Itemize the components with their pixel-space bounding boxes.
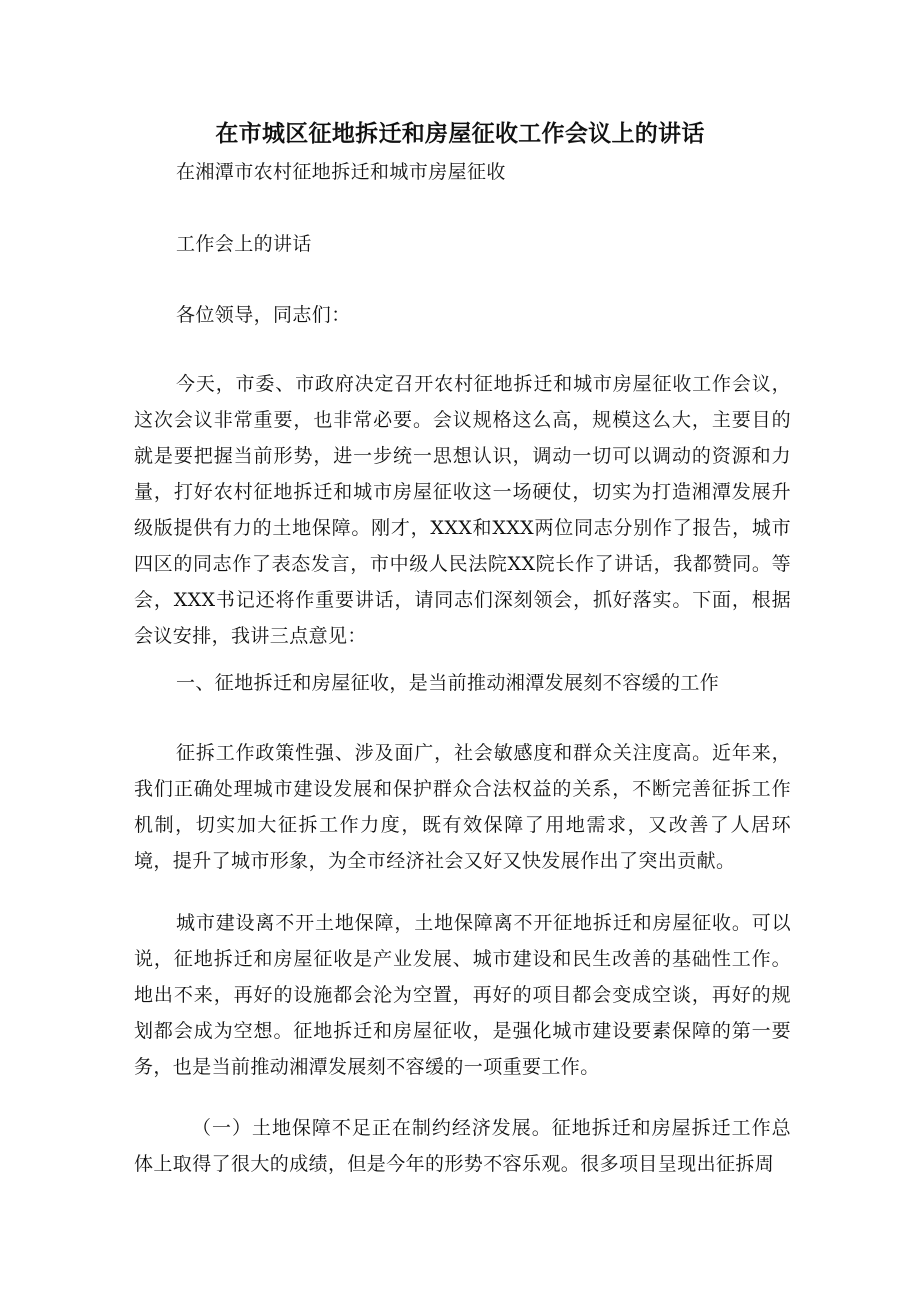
subtitle-line-1: 在湘潭市农村征地拆迁和城市房屋征收 [176, 161, 506, 183]
greeting: 各位领导，同志们： [176, 304, 351, 326]
section-heading-1: 一、征地拆迁和房屋征收，是当前推动湘潭发展刻不容缓的工作 [176, 672, 720, 694]
subtitle-line-2: 工作会上的讲话 [176, 233, 312, 255]
document-title: 在市城区征地拆迁和房屋征收工作会议上的讲话 [215, 121, 705, 147]
paragraph-opening: 今天，市委、市政府决定召开农村征地拆迁和城市房屋征收工作会议，这次会议非常重要，也非常必要。会议规格这么高，规模这么大，主要目的就是要把握当前形势，进一步统一思想认识，调动一切可以调动的资源和力量，打好农村征地拆迁和城市房屋征收这一场硬仗，切实为打造湘潭发展升级版提供有力的土地保障。刚才，XXX和XXX两位同志分别作了报告，城市四区的同志作了表态发言，市中级人民法院XX院长作了讲话，我都赞同。等会，XXX书记还将作重要讲话，请同志们深刻领会，抓好落实。下面，根据会议安排，我讲三点意见： [134, 373, 791, 647]
paragraph-demolition-overview: 征拆工作政策性强、涉及面广，社会敏感度和群众关注度高。近年来，我们正确处理城市建设发展和保护群众合法权益的关系，不断完善征拆工作机制，切实加大征拆工作力度，既有效保障了用地需求，又改善了人居环境，提升了城市形象，为全市经济社会又好又快发展作出了突出贡献。 [134, 742, 791, 872]
paragraph-subsection-1: （一）土地保障不足正在制约经济发展。征地拆迁和房屋拆迁工作总体上取得了很大的成绩，但是今年的形势不容乐观。很多项目呈现出征拆周 [134, 1117, 791, 1175]
paragraph-land-guarantee: 城市建设离不开土地保障，土地保障离不开征地拆迁和房屋征收。可以说，征地拆迁和房屋征收是产业发展、城市建设和民生改善的基础性工作。地出不来，再好的设施都会沦为空置，再好的项目都会变成空谈，再好的规划都会成为空想。征地拆迁和房屋征收，是强化城市建设要素保障的第一要务，也是当前推动湘潭发展刻不容缓的一项重要工作。 [134, 912, 791, 1078]
